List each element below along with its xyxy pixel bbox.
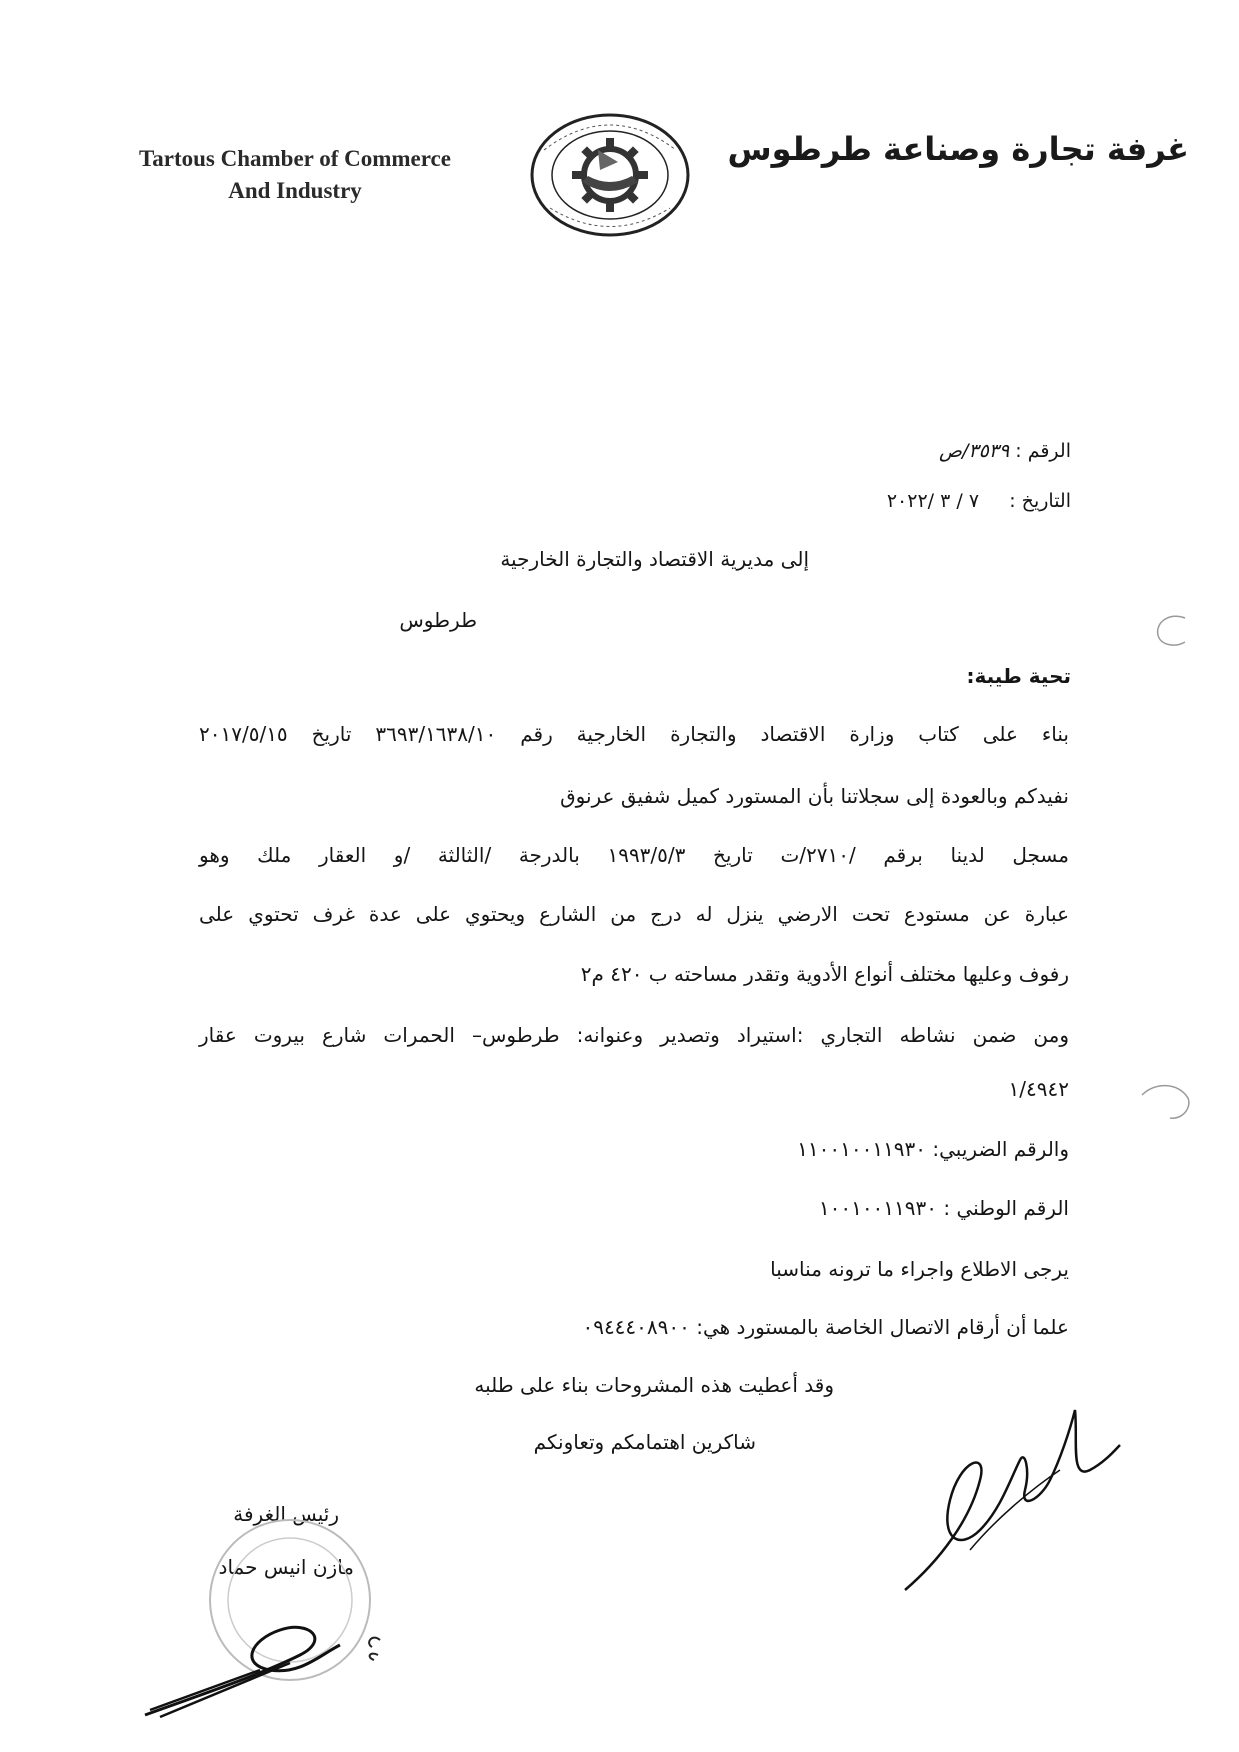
national-number: الرقم الوطني : ١٠٠١٠٠١١٩٣٠ xyxy=(818,1196,1069,1220)
paper-mark-icon xyxy=(1150,610,1190,650)
recipient-line: إلى مديرية الاقتصاد والتجارة الخارجية xyxy=(500,547,809,571)
greeting: تحية طيبة: xyxy=(966,664,1071,688)
signatory-title: رئيس الغرفة xyxy=(233,1502,339,1526)
body-line-1: بناء على كتاب وزارة الاقتصاد والتجارة الخارجية رقم ٣٦٩٣/١٦٣٨/١٠ تاريخ ٢٠١٧/٥/١٥ xyxy=(199,722,1069,746)
body-line-4: عبارة عن مستودع تحت الارضي ينزل له درج من الشارع ويحتوي على عدة غرف تحتوي على xyxy=(199,902,1069,926)
tax-number: والرقم الضريبي: ١١٠٠١٠٠١١٩٣٠ xyxy=(797,1137,1069,1161)
chamber-seal-icon xyxy=(520,110,700,240)
chamber-english-name xyxy=(95,143,495,207)
chamber-arabic-name: غرفة تجارة وصناعة طرطوس xyxy=(727,130,1189,168)
body-request: يرجى الاطلاع واجراء ما ترونه مناسبا xyxy=(770,1257,1069,1281)
english-name-line2: And Industry xyxy=(228,178,362,203)
contact-numbers: علما أن أرقام الاتصال الخاصة بالمستورد هي: ٠٩٤٤٤٠٨٩٠٠ xyxy=(582,1315,1069,1339)
recipient-city: طرطوس xyxy=(399,608,477,632)
body-line-6: ومن ضمن نشاطه التجاري :استيراد وتصدير وعنوانه: طرطوس– الحمرات شارع بيروت عقار xyxy=(199,1023,1069,1047)
stamp-signature-icon xyxy=(140,1505,400,1730)
closing-line-2: شاكرين اهتمامكم وتعاونكم xyxy=(533,1430,756,1454)
english-name-line1: Tartous Chamber of Commerce xyxy=(139,146,451,171)
date-label: التاريخ : xyxy=(1009,490,1071,512)
handwritten-signature-icon xyxy=(900,1400,1125,1600)
reference-label: الرقم : xyxy=(1015,440,1071,462)
body-line-7: ١/٤٩٤٢ xyxy=(1008,1077,1069,1101)
reference-value: ٣٥٣٩/ص xyxy=(939,440,1010,462)
reference-number xyxy=(939,440,1071,462)
paper-mark-icon xyxy=(1140,1080,1195,1130)
signatory-name: مازن انيس حماد xyxy=(218,1555,354,1579)
body-line-3: مسجل لدينا برقم /٢٧١٠/ت تاريخ ١٩٩٣/٥/٣ بالدرجة /الثالثة /و العقار ملك وهو xyxy=(199,843,1069,867)
letter-date xyxy=(887,490,1071,512)
body-line-5: رفوف وعليها مختلف أنواع الأدوية وتقدر مساحته ب ٤٢٠ م٢ xyxy=(580,962,1069,986)
closing-line-1: وقد أعطيت هذه المشروحات بناء على طلبه xyxy=(474,1373,834,1397)
date-value: ٧ / ٣ /٢٠٢٢ xyxy=(886,490,980,512)
body-line-2: نفيدكم وبالعودة إلى سجلاتنا بأن المستورد كميل شفيق عرنوق xyxy=(560,784,1069,808)
